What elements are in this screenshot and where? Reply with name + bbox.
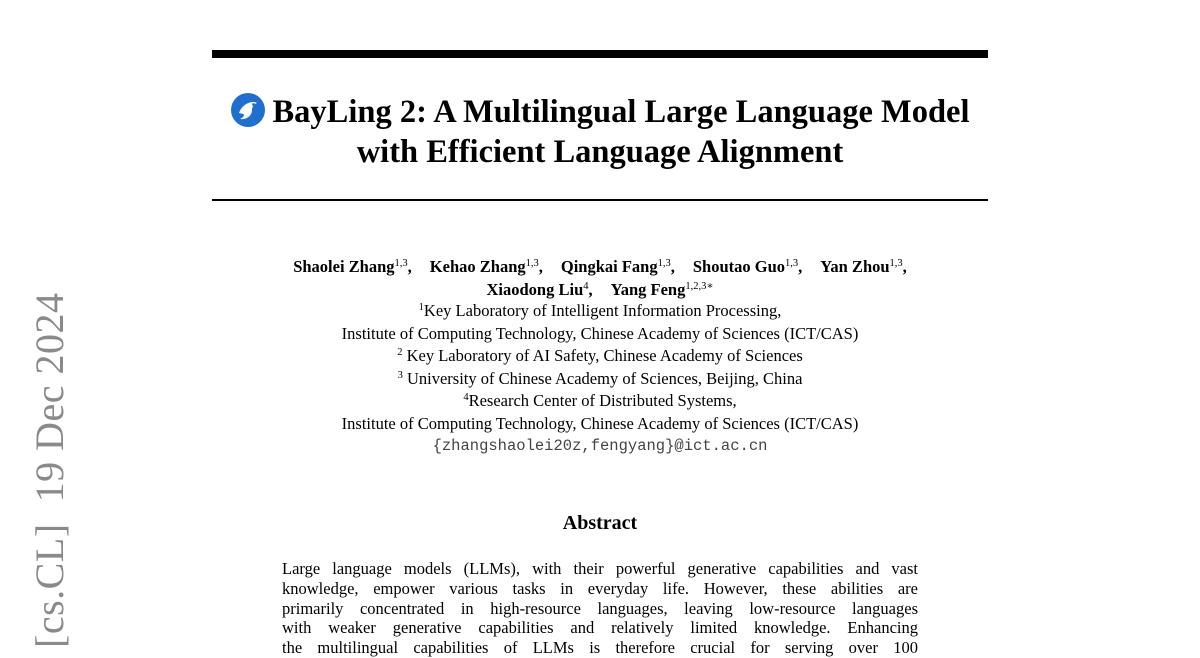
- author-item: Kehao Zhang$^{1,3}$,: [429, 257, 543, 276]
- title-text-1: BayLing 2: A Multilingual Large Language Model: [272, 94, 970, 130]
- affiliation-line: $^3$ University of Chinese Academy of Sciences, Beijing, China: [397, 368, 803, 388]
- abstract-line: primarily concentrated in high-resource languages, leaving low-resource languages: [282, 598, 918, 618]
- bayling-logo-icon: [230, 92, 266, 128]
- abstract-body: [282, 559, 918, 658]
- author-item: Yan Zhou$^{1,3}$,: [820, 257, 907, 276]
- abstract-heading: Abstract: [562, 512, 638, 534]
- author-item: Shaolei Zhang$^{1,3}$,: [293, 257, 412, 276]
- author-item: Xiaodong Liu$^4$,: [486, 280, 593, 299]
- author-row-1: [212, 255, 988, 278]
- affiliation-line: $^2$ Key Laboratory of AI Safety, Chinese Academy of Sciences: [397, 346, 803, 365]
- author-row-2: [212, 278, 988, 301]
- affiliations: [212, 300, 988, 458]
- arxiv-side-stamp: [cs.CL] 19 Dec 2024: [27, 292, 72, 648]
- abstract-line: the multilingual capabilities of LLMs is therefore crucial for serving over 100: [282, 638, 918, 658]
- paper-title: [212, 92, 988, 172]
- author-item: Shoutao Guo$^{1,3}$,: [692, 257, 803, 276]
- title-line-1: [212, 92, 988, 132]
- title-line-2: with Efficient Language Alignment: [356, 134, 844, 170]
- author-list: [212, 255, 988, 301]
- abstract-line: Large language models (LLMs), with their powerful generative capabilities and vast: [282, 559, 918, 578]
- affiliation-line: Institute of Computing Technology, Chinese Academy of Sciences (ICT/CAS): [341, 323, 859, 343]
- title-rule-top: [212, 50, 988, 58]
- abstract-line: with weaker generative capabilities and relatively limited knowledge. Enhancing: [282, 618, 918, 638]
- affiliation-line: $^1$Key Laboratory of Intelligent Information Processing,: [418, 301, 782, 320]
- affiliation-line: $^4$Research Center of Distributed Systems,: [463, 391, 737, 410]
- abstract-line: knowledge, empower various tasks in everyday life. However, these abilities are: [282, 578, 918, 598]
- title-rule-bottom: [212, 199, 988, 201]
- author-item: Qingkai Fang$^{1,3}$,: [560, 257, 675, 276]
- contact-email[interactable]: {zhangshaolei20z,fengyang}@ict.ac.cn: [432, 437, 768, 455]
- author-item: Yang Feng$^{1,2,3∗}$: [610, 280, 714, 299]
- affiliation-line: Institute of Computing Technology, Chinese Academy of Sciences (ICT/CAS): [341, 413, 859, 433]
